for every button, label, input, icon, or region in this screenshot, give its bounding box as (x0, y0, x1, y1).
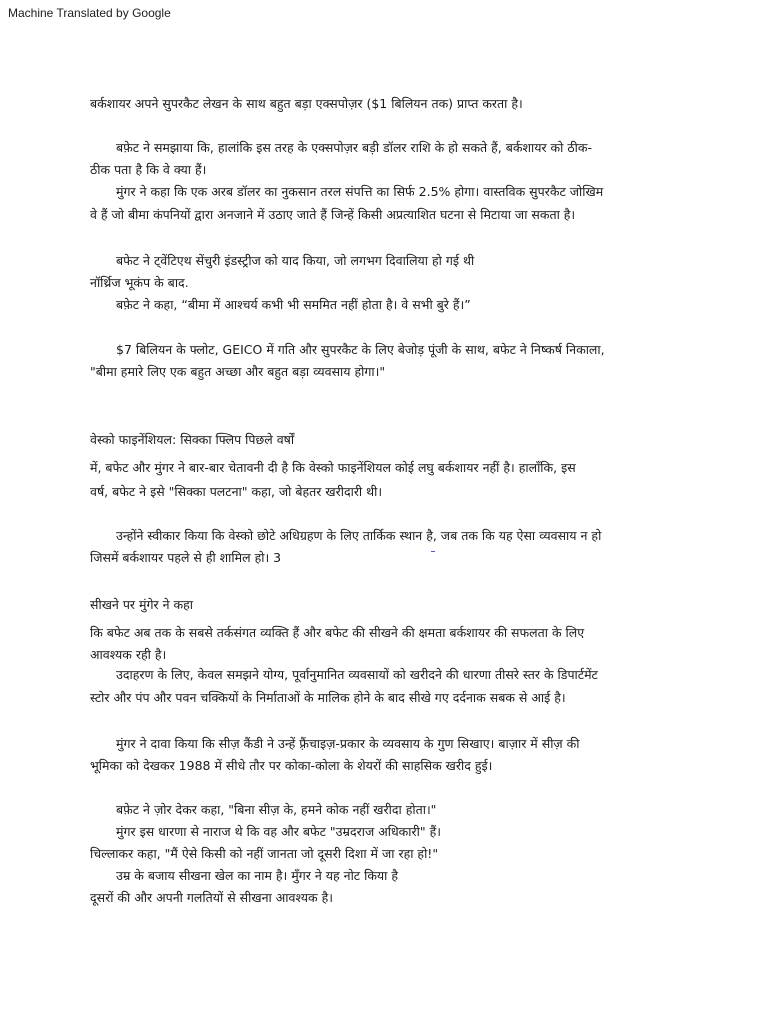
paragraph-line: स्टोर और पंप और पवन चक्कियों के निर्माताओं के मालिक होने के बाद सीखे गए दर्दनाक सबक से आई है। (90, 690, 566, 705)
paragraph-line: मुंगर ने दावा किया कि सीज़ कैंडी ने उन्हें फ़्रैंचाइज़-प्रकार के व्यवसाय के गुण सिखाए। बाज़ार में सीज़ की (116, 736, 580, 751)
paragraph-line: बर्कशायर अपने सुपरकैट लेखन के साथ बहुत बड़ा एक्सपोज़र ($1 बिलियन तक) प्राप्त करता है। (90, 96, 523, 111)
paragraph-line: जिसमें बर्कशायर पहले से ही शामिल हो। 3 (90, 550, 282, 565)
paragraph-line: वे हैं जो बीमा कंपनियों द्वारा अनजाने में उठाए जाते हैं जिन्हें किसी अप्रत्याशित घटना से मिटाया जा सकता है। (90, 207, 576, 222)
machine-translation-notice: Machine Translated by Google (8, 6, 171, 20)
paragraph-line: उम्र के बजाय सीखना खेल का नाम है। मुँगर ने यह नोट किया है (116, 868, 399, 883)
paragraph-line: ठीक पता है कि वे क्या हैं। (90, 162, 207, 177)
paragraph-line: मुंगर ने कहा कि एक अरब डॉलर का नुकसान तरल संपत्ति का सिर्फ 2.5% होगा। वास्तविक सुपरकैट जोखिम (116, 184, 604, 199)
paragraph-line: कि बफेट अब तक के सबसे तर्कसंगत व्यक्ति हैं और बफेट की सीखने की क्षमता बर्कशायर की सफलता के लिए (90, 625, 585, 640)
paragraph-line: में, बफेट और मुंगर ने बार-बार चेतावनी दी है कि वेस्को फाइनेंशियल कोई लघु बर्कशायर नहीं है। हालाँकि, इस (90, 460, 576, 475)
paragraph-line: नॉर्थ्रिज भूकंप के बाद. (90, 275, 189, 290)
paragraph-line: मुंगर इस धारणा से नाराज थे कि वह और बफेट "उम्रदराज अधिकारी" हैं। (116, 824, 441, 839)
paragraph-line: बफ़ेट ने समझाया कि, हालांकि इस तरह के एक्सपोज़र बड़ी डॉलर राशि के हो सकते हैं, बर्कशायर को ठीक- (116, 140, 592, 155)
paragraph-line: बफ़ेट ने कहा, “बीमा में आश्चर्य कभी भी सममित नहीं होता है। वे सभी बुरे हैं।” (116, 297, 471, 312)
paragraph-line: बफेट ने ट्वेंटिएथ सेंचुरी इंडस्ट्रीज को याद किया, जो लगभग दिवालिया हो गई थी (116, 253, 475, 268)
paragraph-line: "बीमा हमारे लिए एक बहुत अच्छा और बहुत बड़ा व्यवसाय होगा।" (90, 364, 386, 379)
paragraph-line: उदाहरण के लिए, केवल समझने योग्य, पूर्वानुमानित व्यवसायों को खरीदने की धारणा तीसरे स्तर के डिपार्टमेंट (116, 667, 598, 682)
section-heading: सीखने पर मुंगेर ने कहा (90, 597, 193, 612)
blue-mark (431, 551, 435, 552)
paragraph-line: आवश्यक रही है। (90, 647, 167, 662)
paragraph-line: भूमिका को देखकर 1988 में सीधे तौर पर कोका-कोला के शेयरों की साहसिक खरीद हुई। (90, 758, 493, 773)
paragraph-line: वर्ष, बफेट ने इसे "सिक्का पलटना" कहा, जो बेहतर खरीदारी थी। (90, 484, 383, 499)
paragraph-line: दूसरों की और अपनी गलतियों से सीखना आवश्यक है। (90, 890, 333, 905)
paragraph-line: चिल्लाकर कहा, "मैं ऐसे किसी को नहीं जानता जो दूसरी दिशा में जा रहा हो!" (90, 846, 439, 861)
paragraph-line: उन्होंने स्वीकार किया कि वेस्को छोटे अधिग्रहण के लिए तार्किक स्थान है, जब तक कि यह ऐसा व्यवसाय न हो (116, 528, 602, 543)
section-heading: वेस्को फाइनेंशियल: सिक्का फ्लिप पिछले वर्षों (90, 432, 295, 447)
paragraph-line: $7 बिलियन के फ्लोट, GEICO में गति और सुपरकैट के लिए बेजोड़ पूंजी के साथ, बफेट ने निष्कर्ष निकाला, (116, 342, 605, 357)
paragraph-line: बफ़ेट ने ज़ोर देकर कहा, "बिना सीज़ के, हमने कोक नहीं खरीदा होता।" (116, 802, 437, 817)
